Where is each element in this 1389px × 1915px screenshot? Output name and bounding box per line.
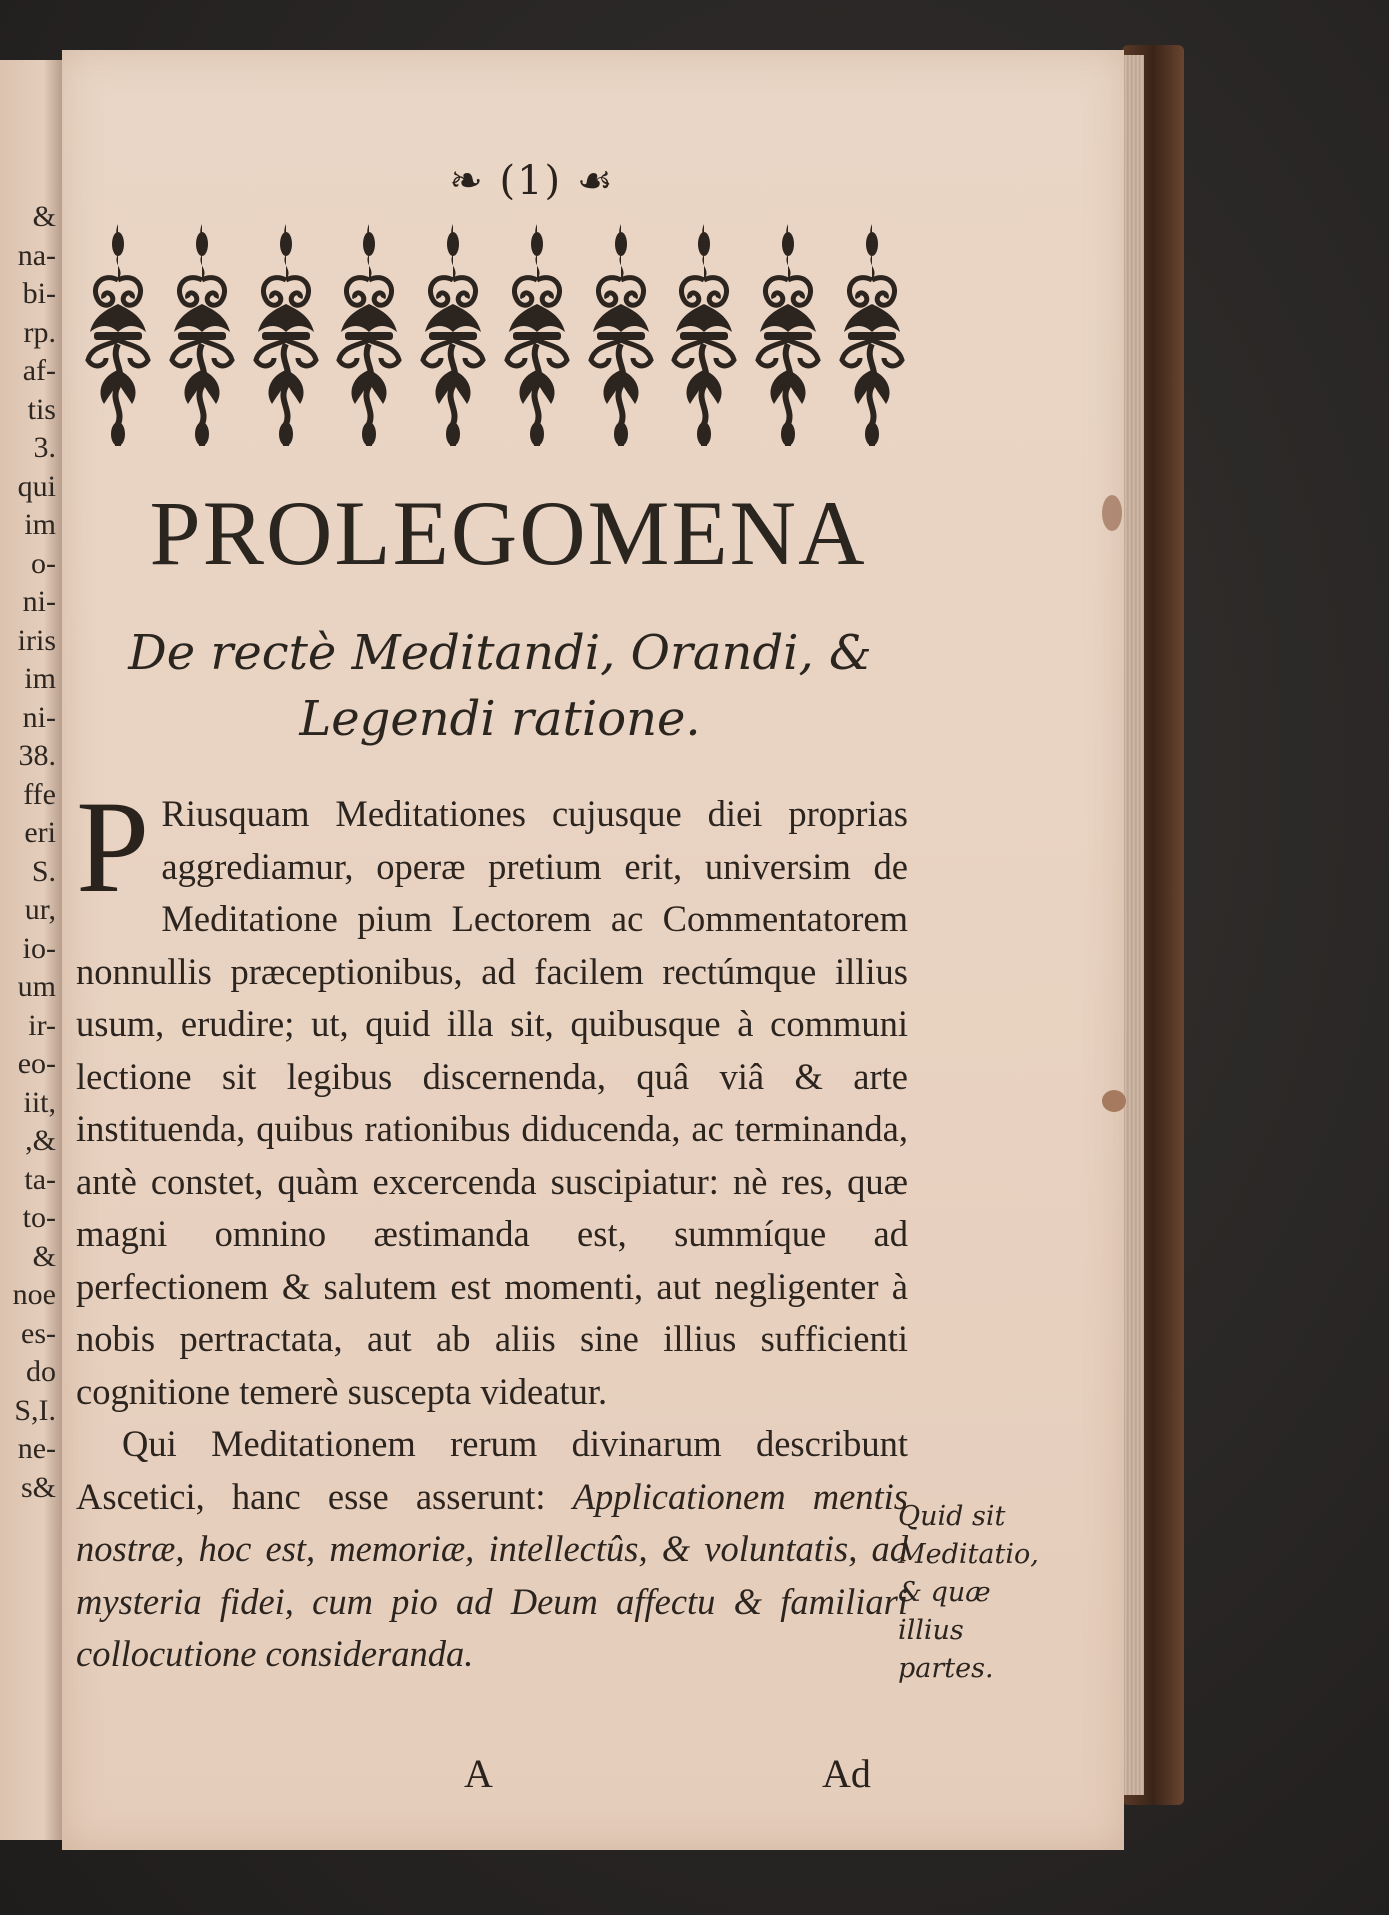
headpiece-ornament	[80, 220, 910, 450]
left-page-fragment: af-	[22, 354, 56, 387]
left-page-fragment: ur,	[24, 893, 56, 926]
left-page-fragment: um	[17, 970, 56, 1003]
fleuron-ornament-icon	[164, 220, 240, 450]
fleuron-ornament-icon	[666, 220, 742, 450]
fleuron-ornament-icon	[80, 220, 156, 450]
left-page-fragment: ,&	[25, 1124, 56, 1157]
left-page-fragment: ir-	[28, 1008, 56, 1042]
left-facing-page	[0, 60, 62, 1840]
left-page-fragment: S,I.	[14, 1393, 56, 1427]
signature-mark: A	[464, 1751, 493, 1796]
left-page-fragment: iris	[17, 623, 56, 657]
left-page-fragment: o-	[31, 546, 56, 580]
left-page-fragment: rp.	[23, 315, 56, 349]
left-page-fragment: ne-	[17, 1432, 56, 1465]
fleuron-ornament-icon	[248, 220, 324, 450]
left-page-fragment: io-	[22, 931, 56, 965]
paragraph-2-roman: Qui Meditationem rerum divinarum describunt Ascetici, hanc esse asserunt:	[76, 1423, 908, 1517]
left-page-fragment: iit,	[23, 1085, 56, 1119]
fleuron-ornament-icon	[583, 220, 659, 450]
left-page-fragment: ni-	[22, 585, 56, 618]
left-page-fragment: ffe	[23, 777, 56, 811]
left-page-fragment: bi-	[22, 277, 56, 310]
body-text	[76, 773, 909, 1681]
fleuron-ornament-icon	[834, 220, 910, 450]
page-number	[382, 158, 682, 204]
margin-note: Quid sit Meditatio, & quæ illius partes.	[898, 1501, 1039, 1684]
page	[62, 50, 1124, 1850]
title: PROLEGOMENA	[149, 482, 867, 584]
subtitle-line-1: De rectè Meditandi, Orandi, &	[128, 625, 872, 681]
left-page-fragment: na-	[17, 238, 56, 272]
paragraph-1-text: Riusquam Meditationes cujusque diei proprias aggrediamur, operæ pretium erit, universim de Meditatione pium Lectorem ac Commentatorem nonnullis præceptionibus, ad facilem rectúmque illius usum, erudire; ut, quid illa sit, quibusque à communi lectione sit legibus discernenda, quâ viâ & arte instituenda, quibus rationibus diducenda, ac terminanda, antè constet, quàm excercenda suscipiatur: nè res, quæ magni omnino æstimanda est, summíque ad perfectionem & salutem est momenti, aut negligenter à nobis pertractata, aut ab aliis sine illius sufficienti cognitione temerè suscepta videatur.	[76, 793, 908, 1412]
left-page-fragment: im	[24, 508, 56, 541]
page-number-ornament-left: ❧	[449, 158, 485, 204]
drop-cap: P	[76, 773, 150, 920]
left-page-fragment: im	[24, 662, 56, 695]
left-page-fragment: tis	[27, 392, 56, 426]
foxing-stain	[1102, 495, 1122, 531]
paragraph-2	[76, 1418, 908, 1681]
paragraph-2-italic: Applicationem mentis nostræ, hoc est, memoriæ, intellectûs, & voluntatis, ad mysteria fidei, cum pio ad Deum affectu & familiari collocutione consideranda.	[76, 1475, 909, 1674]
left-page-fragment: s&	[20, 1470, 56, 1504]
left-page-fragment: es-	[21, 1316, 56, 1350]
fleuron-ornament-icon	[750, 220, 826, 450]
left-page-fragment: 38.	[18, 739, 56, 772]
page-number-text: (1)	[499, 158, 563, 204]
paragraph-1	[76, 773, 908, 1418]
left-page-fragment: ni-	[22, 700, 56, 734]
fleuron-ornament-icon	[499, 220, 575, 450]
left-page-fragment: &	[32, 200, 56, 233]
left-page-fragment: eo-	[17, 1047, 56, 1080]
left-page-fragment: noe	[12, 1278, 56, 1311]
page-number-ornament-right: ☙	[576, 158, 615, 204]
subtitle	[80, 620, 920, 752]
left-page-fragment: &	[32, 1239, 56, 1273]
left-page-fragment: ta-	[24, 1162, 56, 1196]
left-page-fragment: 3.	[33, 431, 56, 464]
foxing-stain	[1102, 1090, 1126, 1112]
left-page-fragment: S.	[31, 854, 56, 888]
left-page-fragment: eri	[24, 816, 56, 849]
subtitle-line-2: Legendi ratione.	[299, 691, 701, 747]
fleuron-ornament-icon	[331, 220, 407, 450]
catchword: Ad	[822, 1751, 871, 1796]
fleuron-ornament-icon	[415, 220, 491, 450]
left-page-fragment: to-	[22, 1201, 56, 1234]
left-page-fragment: do	[26, 1355, 56, 1388]
left-page-fragment: qui	[17, 469, 56, 503]
